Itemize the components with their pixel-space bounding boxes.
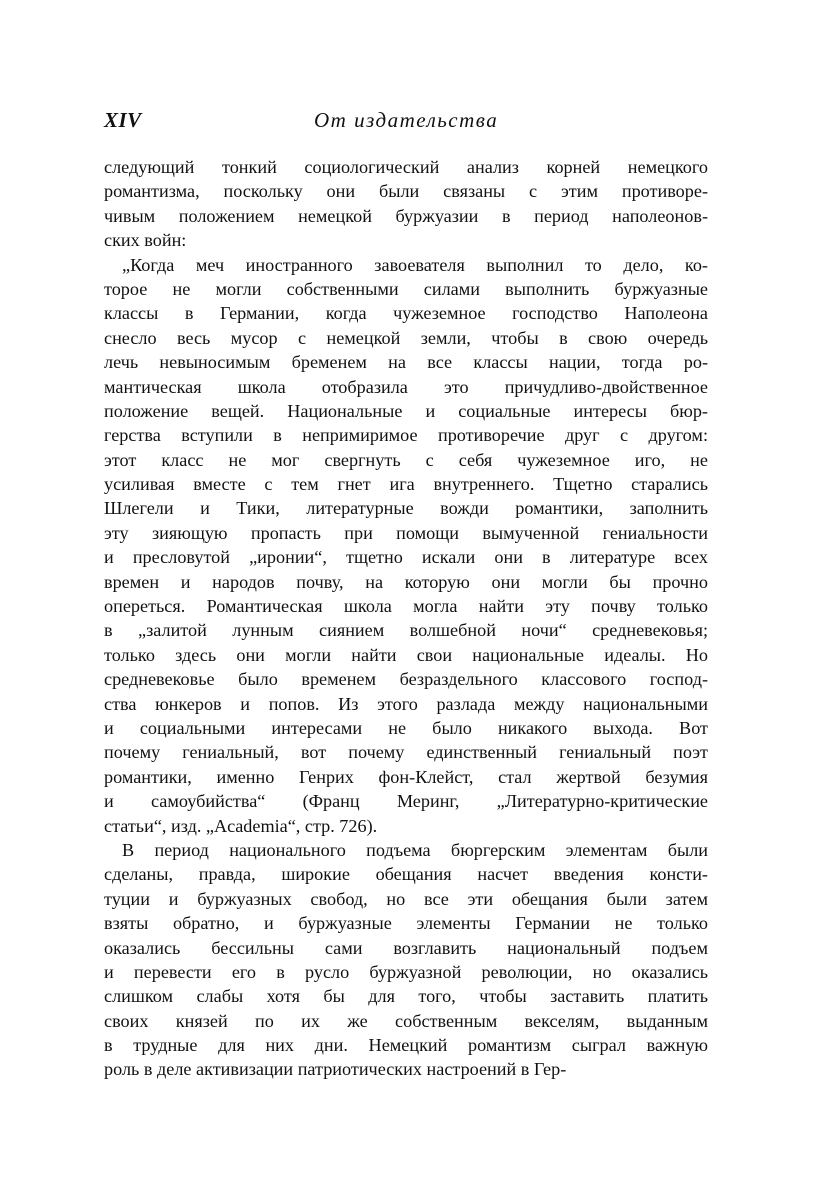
text-line: эту зияющую пропасть при помощи вымученной гениальности	[104, 522, 708, 543]
text-line: ских войн:	[104, 230, 187, 251]
text-line: ства юнкеров и попов. Из этого разлада между национальными	[104, 693, 708, 714]
text-line: и самоубийства“ (Франц Меринг, „Литературно-критические	[104, 791, 708, 812]
paragraph	[104, 155, 708, 253]
text-line: роль в деле активизации патриотических настроений в Гер-	[104, 1059, 567, 1080]
text-line: мантическая школа отобразила это причудливо-двойственное	[104, 376, 708, 397]
text-line: средневековье было временем безраздельного классового господ-	[104, 669, 708, 690]
text-line: чивым положением немецкой буржуазии в период наполеонов-	[104, 205, 708, 226]
text-line: в трудные для них дни. Немецкий романтизм сыграл важную	[104, 1035, 708, 1056]
text-line: лечь невыносимым бременем на все классы нации, тогда ро-	[104, 352, 708, 373]
book-page	[104, 108, 708, 1082]
text-line: статьи“, изд. „Academia“, стр. 726).	[104, 815, 378, 836]
text-line: своих князей по их же собственным векселям, выданным	[104, 1010, 708, 1031]
running-head	[104, 108, 708, 138]
text-line: следующий тонкий социологический анализ корней немецкого	[104, 157, 708, 177]
body-text	[104, 155, 708, 1082]
text-line: Шлегели и Тики, литературные вожди романтики, заполнить	[104, 498, 708, 519]
text-line: в „залитой лунным сиянием волшебной ночи“ средневековья;	[104, 620, 708, 641]
text-line: торое не могли собственными силами выполнить буржуазные	[104, 278, 708, 299]
section-title: От издательства	[314, 108, 499, 132]
text-line: взяты обратно, и буржуазные элементы Германии не только	[104, 913, 708, 934]
text-line: усиливая вместе с тем гнет ига внутреннего. Тщетно старались	[104, 474, 708, 495]
text-line: и социальными интересами не было никакого выхода. Вот	[104, 717, 708, 738]
text-line: классы в Германии, когда чужеземное господство Наполеона	[104, 303, 708, 324]
text-line: романтизма, поскольку они были связаны с этим противоре-	[104, 181, 708, 202]
text-line: опереться. Романтическая школа могла найти эту почву только	[104, 596, 708, 617]
text-line: герства вступили в непримиримое противоречие друг с другом:	[104, 425, 708, 446]
text-line: туции и буржуазных свобод, но все эти обещания были затем	[104, 888, 708, 909]
text-line: времен и народов почву, на которую они могли бы прочно	[104, 571, 708, 592]
text-line: этот класс не мог свергнуть с себя чужеземное иго, не	[104, 449, 708, 470]
text-line: почему гениальный, вот почему единственный гениальный поэт	[104, 742, 708, 763]
text-line: только здесь они могли найти свои национальные идеалы. Но	[104, 644, 708, 665]
text-line: романтики, именно Генрих фон-Клейст, стал жертвой безумия	[104, 766, 708, 787]
text-line: оказались бессильны сами возглавить национальный подъем	[104, 937, 708, 958]
text-line: положение вещей. Национальные и социальные интересы бюр-	[104, 400, 708, 421]
text-line: и перевести его в русло буржуазной революции, но оказались	[104, 961, 708, 982]
text-line: и пресловутой „иронии“, тщетно искали они в литературе всех	[104, 547, 708, 568]
text-line: В период национального подъема бюргерским элементам были	[122, 839, 708, 860]
text-line: „Когда меч иностранного завоевателя выполнил то дело, ко-	[122, 254, 708, 275]
text-line: снесло весь мусор с немецкой земли, чтобы в свою очередь	[104, 327, 708, 348]
paragraph	[104, 838, 708, 1082]
text-line: слишком слабы хотя бы для того, чтобы заставить платить	[104, 986, 708, 1007]
text-line: сделаны, правда, широкие обещания насчет введения консти-	[104, 864, 708, 885]
paragraph	[104, 253, 708, 838]
page-number: XIV	[104, 108, 142, 132]
